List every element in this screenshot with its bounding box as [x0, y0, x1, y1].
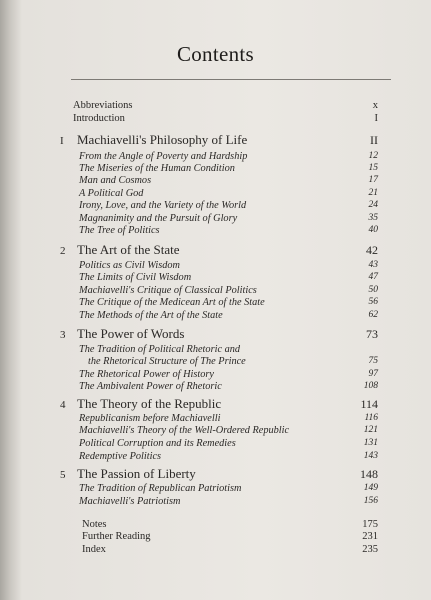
- chapter-title: Machiavelli's Philosophy of Life: [77, 132, 248, 147]
- toc-section: [0, 224, 431, 238]
- toc-chapter: [0, 244, 431, 258]
- section-title: The Tradition of Republican Patriotism: [79, 483, 242, 494]
- section-page: 143: [363, 451, 378, 461]
- section-page: 12: [368, 151, 378, 161]
- section-title: Redemptive Politics: [79, 451, 162, 462]
- section-title: Political Corruption and its Remedies: [79, 438, 236, 449]
- toc-back-entry: [0, 543, 431, 557]
- section-title: The Rhetorical Power of History: [79, 369, 214, 380]
- section-page: 108: [363, 381, 378, 391]
- toc-section: [0, 309, 431, 323]
- section-page: 121: [363, 425, 378, 435]
- entry-page: I: [374, 113, 378, 124]
- page-title: Contents: [176, 42, 255, 66]
- entry-label: Introduction: [73, 113, 125, 124]
- section-page: 35: [368, 213, 378, 223]
- toc-chapter: [0, 134, 431, 148]
- section-page: 17: [368, 175, 378, 185]
- toc-section: [0, 450, 431, 464]
- entry-label: Notes: [82, 519, 107, 530]
- chapter-title: The Theory of the Republic: [77, 396, 222, 411]
- toc-section: [0, 424, 431, 438]
- section-title: Irony, Love, and the Variety of the World: [79, 200, 247, 211]
- section-title: the Rhetorical Structure of The Prince: [88, 356, 246, 367]
- section-title: Man and Cosmos: [79, 175, 152, 186]
- section-page: 131: [363, 438, 378, 448]
- toc-section: [0, 271, 431, 285]
- section-title: A Political God: [79, 188, 144, 199]
- section-page: 24: [368, 200, 378, 210]
- chapter-page: 73: [366, 327, 378, 341]
- toc-section: [0, 355, 431, 369]
- section-title: Machiavelli's Critique of Classical Politics: [79, 285, 257, 296]
- section-title: Republicanism before Machiavelli: [79, 413, 221, 424]
- entry-page: x: [372, 100, 378, 111]
- section-title: From the Angle of Poverty and Hardship: [79, 151, 248, 162]
- section-page: 50: [368, 285, 378, 295]
- toc-chapter: [0, 328, 431, 342]
- section-title: Machiavelli's Patriotism: [79, 496, 181, 507]
- toc-section: [0, 174, 431, 188]
- section-page: 43: [368, 260, 378, 270]
- entry-page: 235: [362, 544, 378, 555]
- chapter-page: II: [370, 133, 378, 147]
- entry-page: 231: [362, 531, 378, 542]
- section-page: 156: [363, 496, 378, 506]
- toc-section: [0, 296, 431, 310]
- section-title: Politics as Civil Wisdom: [79, 260, 180, 271]
- toc-section: [0, 199, 431, 213]
- section-title: Machiavelli's Theory of the Well-Ordered Republic: [79, 425, 290, 436]
- chapter-number: 2: [60, 245, 66, 257]
- toc-section: [0, 437, 431, 451]
- toc-chapter: [0, 468, 431, 482]
- section-page: 40: [368, 225, 378, 235]
- section-title: The Critique of the Medicean Art of the State: [79, 297, 265, 308]
- chapter-number: 4: [60, 399, 66, 411]
- section-title: The Methods of the Art of the State: [79, 310, 223, 321]
- section-title: Magnanimity and the Pursuit of Glory: [79, 213, 238, 224]
- section-page: 56: [368, 297, 378, 307]
- section-title: The Ambivalent Power of Rhetoric: [79, 381, 222, 392]
- section-page: 21: [368, 188, 378, 198]
- chapter-number: 5: [60, 469, 66, 481]
- toc-section: [0, 380, 431, 394]
- section-title: The Limits of Civil Wisdom: [79, 272, 192, 283]
- toc-back-entry: [0, 530, 431, 544]
- toc-front-entry: [0, 99, 431, 113]
- section-page: 97: [368, 369, 378, 379]
- entry-label: Further Reading: [82, 531, 151, 542]
- title-rule: [71, 79, 391, 80]
- toc-chapter: [0, 398, 431, 412]
- section-page: 75: [368, 356, 378, 366]
- section-page: 47: [368, 272, 378, 282]
- section-title: The Tree of Politics: [79, 225, 160, 236]
- chapter-title: The Passion of Liberty: [77, 466, 196, 481]
- chapter-page: 42: [366, 243, 378, 257]
- section-page: 62: [368, 310, 378, 320]
- chapter-title: The Art of the State: [77, 242, 180, 257]
- entry-label: Index: [82, 544, 106, 555]
- entry-label: Abbreviations: [73, 100, 133, 111]
- toc-front-entry: [0, 112, 431, 126]
- toc-section: [0, 495, 431, 509]
- chapter-page: 114: [360, 397, 378, 411]
- section-page: 15: [368, 163, 378, 173]
- chapter-number: 3: [60, 329, 66, 341]
- section-page: 116: [364, 413, 378, 423]
- toc-section: [0, 482, 431, 496]
- section-page: 149: [363, 483, 378, 493]
- chapter-number: I: [60, 135, 64, 147]
- chapter-title: The Power of Words: [77, 326, 185, 341]
- chapter-page: 148: [360, 467, 378, 481]
- section-title: The Tradition of Political Rhetoric and: [79, 344, 241, 355]
- entry-page: 175: [362, 519, 378, 530]
- section-title: The Miseries of the Human Condition: [79, 163, 235, 174]
